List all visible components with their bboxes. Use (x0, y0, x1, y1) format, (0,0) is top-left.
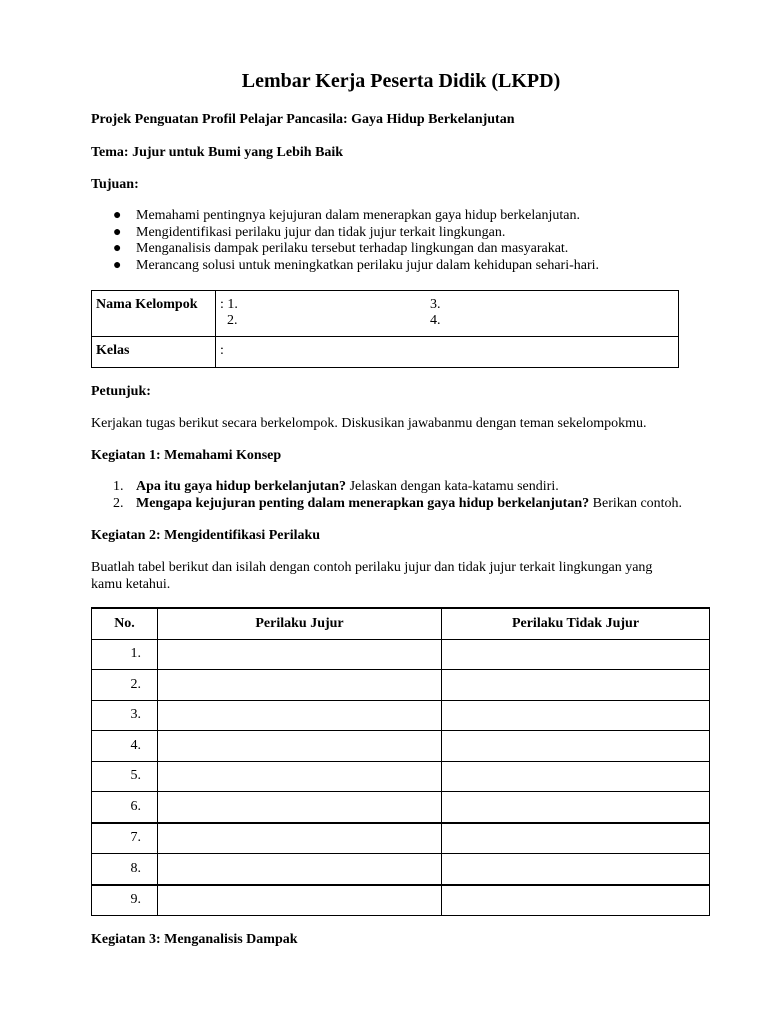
honest-cell[interactable] (158, 823, 442, 854)
bullet-icon: ● (113, 224, 122, 240)
table-row: 3. (92, 700, 710, 731)
list-item: ● Menganalisis dampak perilaku tersebut terhadap lingkungan dan masyarakat. (113, 241, 569, 256)
bullet-icon: ● (113, 208, 122, 223)
class-value-cell[interactable]: : (216, 337, 679, 368)
bullet-icon: ● (113, 241, 122, 256)
project-title: Projek Penguatan Profil Pelajar Pancasila: Gaya Hidup Berkelanjutan (91, 112, 515, 127)
list-item: ● Merancang solusi untuk meningkatkan perilaku jujur dalam kehidupan sehari-hari. (113, 257, 600, 273)
dishonest-cell[interactable] (442, 639, 710, 670)
list-item: 1. Apa itu gaya hidup berkelanjutan? Jelaskan dengan kata-katamu sendiri. (113, 479, 559, 494)
column-header-dishonest: Perilaku Tidak Jujur (442, 608, 710, 639)
honest-cell[interactable] (158, 670, 442, 701)
goals-list (91, 208, 599, 274)
instructions-heading: Petunjuk: (91, 384, 151, 399)
table-row: 5. (92, 761, 710, 792)
table-row: 7. (92, 823, 710, 854)
group-members-cell[interactable] (216, 291, 679, 337)
member-slot-1: : 1. (220, 297, 238, 312)
column-header-honest: Perilaku Jujur (158, 608, 442, 639)
dishonest-cell[interactable] (442, 731, 710, 762)
honest-cell[interactable] (158, 854, 442, 885)
honest-cell[interactable] (158, 885, 442, 916)
bullet-icon: ● (113, 257, 122, 273)
activity2-description-line2: kamu ketahui. (91, 577, 171, 592)
table-row: 6. (92, 792, 710, 823)
dishonest-cell[interactable] (442, 823, 710, 854)
honest-cell[interactable] (158, 792, 442, 823)
behavior-table (91, 607, 710, 916)
goals-heading: Tujuan: (91, 177, 139, 192)
table-row: 4. (92, 731, 710, 762)
honest-cell[interactable] (158, 761, 442, 792)
dishonest-cell[interactable] (442, 670, 710, 701)
group-name-label: Nama Kelompok (92, 291, 216, 337)
table-row: 9. (92, 885, 710, 916)
group-info-table (91, 290, 679, 368)
dishonest-cell[interactable] (442, 854, 710, 885)
table-row: 1. (92, 639, 710, 670)
activity2-description-line1: Buatlah tabel berikut dan isilah dengan contoh perilaku jujur dan tidak jujur terkait lingkungan yang (91, 560, 653, 575)
table-row: 2. (92, 670, 710, 701)
page-title: Lembar Kerja Peserta Didik (LKPD) (241, 70, 561, 92)
list-item: 2. Mengapa kejujuran penting dalam menerapkan gaya hidup berkelanjutan? Berikan contoh. (113, 495, 683, 511)
activity1-questions (91, 479, 682, 512)
activity3-heading: Kegiatan 3: Menganalisis Dampak (91, 932, 298, 947)
theme-title: Tema: Jujur untuk Bumi yang Lebih Baik (91, 145, 344, 160)
member-slot-4: 4. (430, 313, 441, 328)
instructions-text: Kerjakan tugas berikut secara berkelompok. Diskusikan jawabanmu dengan teman sekelompokmu. (91, 416, 647, 431)
list-item: ● Memahami pentingnya kejujuran dalam menerapkan gaya hidup berkelanjutan. (113, 208, 580, 223)
member-slot-2: 2. (220, 313, 238, 328)
column-header-no: No. (92, 608, 158, 639)
activity1-heading: Kegiatan 1: Memahami Konsep (91, 448, 282, 463)
dishonest-cell[interactable] (442, 700, 710, 731)
activity2-heading: Kegiatan 2: Mengidentifikasi Perilaku (91, 528, 321, 543)
dishonest-cell[interactable] (442, 792, 710, 823)
table-row: 8. (92, 854, 710, 885)
honest-cell[interactable] (158, 731, 442, 762)
honest-cell[interactable] (158, 700, 442, 731)
dishonest-cell[interactable] (442, 885, 710, 916)
list-item: ● Mengidentifikasi perilaku jujur dan tidak jujur terkait lingkungan. (113, 224, 506, 240)
member-slot-3: 3. (430, 297, 441, 312)
table-header-row (92, 608, 710, 639)
class-label: Kelas (92, 337, 216, 368)
dishonest-cell[interactable] (442, 761, 710, 792)
honest-cell[interactable] (158, 639, 442, 670)
